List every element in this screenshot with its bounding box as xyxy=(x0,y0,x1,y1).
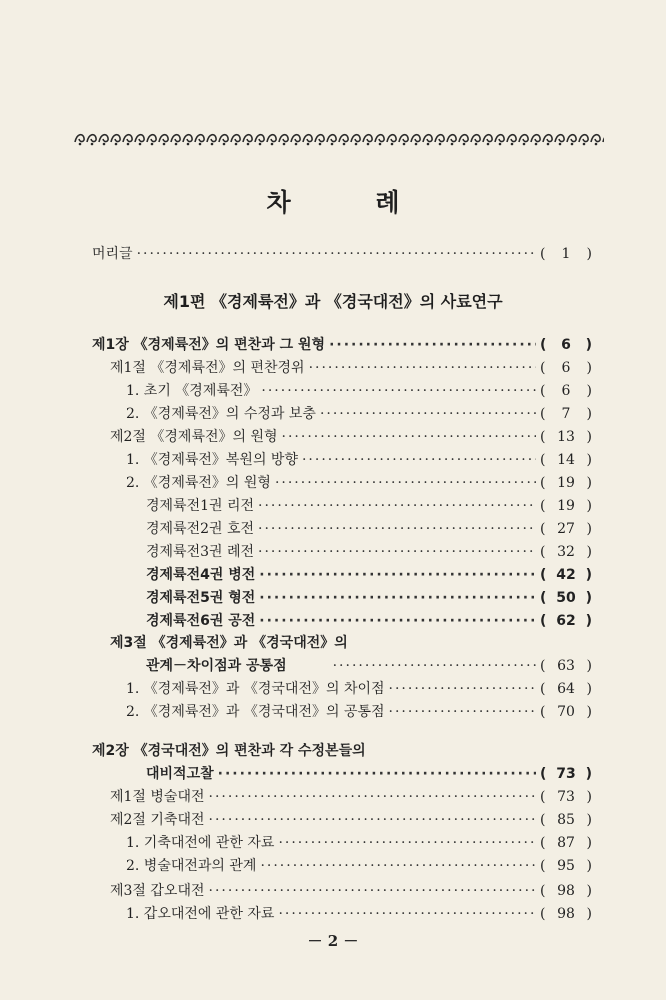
page-number: － 2 － xyxy=(307,932,359,950)
leader-dots xyxy=(258,541,536,563)
leader-dots xyxy=(333,655,536,677)
toc-label: 제2절 《경제륙전》의 원형 xyxy=(110,429,278,445)
leader-dots xyxy=(259,587,536,609)
toc-label: 제1절 《경제륙전》의 편찬경위 xyxy=(110,360,305,376)
toc-label: 1. 갑오대전에 관한 자료 xyxy=(126,906,275,922)
toc-entry-section[interactable] xyxy=(110,426,592,448)
toc-entry-section[interactable] xyxy=(110,786,592,808)
toc-label: 1. 초기 《경제륙전》 xyxy=(126,383,258,399)
toc-label: 경제륙전5권 형전 xyxy=(146,590,256,606)
toc-entry-section[interactable] xyxy=(146,655,592,677)
page-ref: ( 1 ) xyxy=(540,246,592,262)
leader-dots xyxy=(218,763,536,785)
page-ref: ( 13 ) xyxy=(540,429,592,445)
leader-dots xyxy=(309,357,536,379)
toc-label: 제2절 기축대전 xyxy=(110,812,205,828)
toc-label: 1. 《경제륙전》복원의 방향 xyxy=(126,452,298,468)
toc-label: 2. 《경제륙전》의 수정과 보충 xyxy=(126,406,316,422)
toc-label: 제1절 병술대전 xyxy=(110,789,205,805)
leader-dots xyxy=(258,518,536,540)
leader-dots xyxy=(282,426,536,448)
page-ref: ( 63 ) xyxy=(540,658,592,674)
page-ref: ( 6 ) xyxy=(540,360,592,376)
toc-entry-volume[interactable] xyxy=(146,518,592,540)
toc-label: 2. 《경제륙전》과 《경국대전》의 공통점 xyxy=(126,704,385,720)
leader-dots xyxy=(209,786,536,808)
toc-section-line: 제3절 《경제륙전》과 《경국대전》의 xyxy=(110,635,348,651)
toc-label: 2. 병술대전과의 관계 xyxy=(126,858,257,874)
page-ref: ( 98 ) xyxy=(540,906,592,922)
page-ref: ( 6 ) xyxy=(540,337,592,353)
toc-label: 경제륙전1권 리전 xyxy=(146,498,255,514)
page-ref: ( 19 ) xyxy=(540,475,592,491)
toc-entry-item[interactable] xyxy=(126,832,592,854)
toc-entry-volume[interactable] xyxy=(146,541,592,563)
toc-entry-item[interactable] xyxy=(126,403,592,425)
page-ref: ( 73 ) xyxy=(540,789,592,805)
toc-label: 대비적고찰 xyxy=(146,766,214,782)
leader-dots xyxy=(320,403,536,425)
toc-entry-volume[interactable] xyxy=(146,587,592,609)
ornament-border xyxy=(74,128,604,148)
leader-dots xyxy=(258,495,536,517)
toc-entry-item[interactable] xyxy=(126,380,592,402)
toc-label: 제1장 《경제륙전》의 편찬과 그 원형 xyxy=(92,337,326,353)
toc-entry-chapter2[interactable] xyxy=(146,763,592,785)
leader-dots xyxy=(275,472,536,494)
leader-dots xyxy=(209,809,536,831)
toc-label: 2. 《경제륙전》의 원형 xyxy=(126,475,271,491)
page-ref: ( 73 ) xyxy=(540,766,592,782)
toc-entry-chapter1[interactable] xyxy=(92,334,592,356)
toc-label: 1. 기축대전에 관한 자료 xyxy=(126,835,275,851)
leader-dots xyxy=(389,678,536,700)
leader-dots xyxy=(278,903,536,925)
toc-label: 제3절 갑오대전 xyxy=(110,883,205,899)
toc-label: 1. 《경제륙전》과 《경국대전》의 차이점 xyxy=(126,681,385,697)
leader-dots xyxy=(259,610,536,632)
leader-dots xyxy=(389,701,536,723)
toc-entry-item[interactable] xyxy=(126,449,592,471)
toc-label: 경제륙전3권 례전 xyxy=(146,544,255,560)
page-ref: ( 32 ) xyxy=(540,544,592,560)
toc-entry-item[interactable] xyxy=(126,472,592,494)
page-ref: ( 14 ) xyxy=(540,452,592,468)
page-ref: ( 42 ) xyxy=(540,567,592,583)
leader-dots xyxy=(259,564,536,586)
page-ref: ( 98 ) xyxy=(540,883,592,899)
toc-entry-section[interactable] xyxy=(110,357,592,379)
page-ref: ( 70 ) xyxy=(540,704,592,720)
part-heading: 제1편 《경제륙전》과 《경국대전》의 사료연구 xyxy=(163,292,503,311)
toc-entry-section[interactable] xyxy=(110,809,592,831)
toc-label: 머리글 xyxy=(92,246,133,262)
page-ref: ( 7 ) xyxy=(540,406,592,422)
page-ref: ( 64 ) xyxy=(540,681,592,697)
toc-entry-volume[interactable] xyxy=(146,610,592,632)
page-ref: ( 27 ) xyxy=(540,521,592,537)
toc-entry-preface[interactable] xyxy=(92,243,592,265)
leader-dots xyxy=(209,880,536,902)
toc-entry-volume[interactable] xyxy=(146,495,592,517)
page-ref: ( 50 ) xyxy=(540,590,592,606)
toc-entry-item[interactable] xyxy=(126,678,592,700)
leader-dots xyxy=(260,855,536,877)
toc-entry-item[interactable] xyxy=(126,701,592,723)
toc-entry-section[interactable] xyxy=(110,880,592,902)
leader-dots xyxy=(278,832,536,854)
page-ref: ( 87 ) xyxy=(540,835,592,851)
leader-dots xyxy=(261,380,536,402)
page-ref: ( 85 ) xyxy=(540,812,592,828)
toc-label: 경제륙전2권 호전 xyxy=(146,521,255,537)
toc-entry-volume[interactable] xyxy=(146,564,592,586)
toc-entry-item[interactable] xyxy=(126,903,592,925)
page-ref: ( 95 ) xyxy=(540,858,592,874)
toc-entry-item[interactable] xyxy=(126,855,592,877)
page-ref: ( 6 ) xyxy=(540,383,592,399)
toc-label: 관계－차이점과 공통점 xyxy=(146,658,287,674)
leader-dots xyxy=(302,449,536,471)
page-ref: ( 19 ) xyxy=(540,498,592,514)
page-title: 차 례 xyxy=(266,188,438,217)
toc-label: 경제륙전6권 공전 xyxy=(146,613,256,629)
toc-chapter2-title: 제2장 《경국대전》의 편찬과 각 수정본들의 xyxy=(92,743,366,759)
leader-dots xyxy=(137,243,536,265)
toc-label: 경제륙전4권 병전 xyxy=(146,567,256,583)
leader-dots xyxy=(329,334,536,356)
page-ref: ( 62 ) xyxy=(540,613,592,629)
